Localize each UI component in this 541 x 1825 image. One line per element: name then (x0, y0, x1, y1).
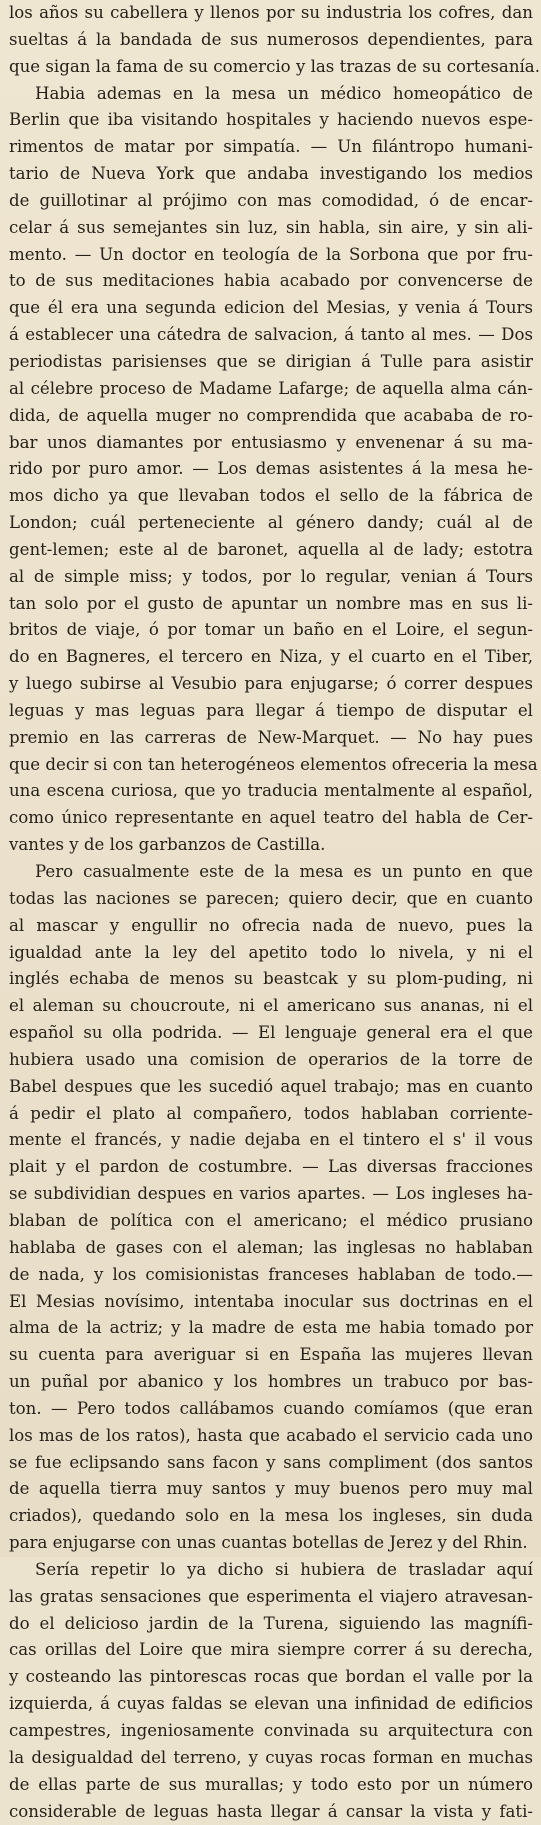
text-line: igualdad ante la ley del apetito todo lo nivela, y ni el (9, 942, 533, 962)
text-line: que él era una segunda edicion del Mesias, y venia á Tours (9, 298, 533, 318)
text-line: inglés echaba de menos su beastcak y su plom-puding, ni (9, 969, 533, 989)
text-line: como único representante en aquel teatro del habla de Cer- (9, 808, 533, 828)
text-line: de ellas parte de sus murallas; y todo esto por un número (9, 1774, 533, 1794)
text-line: que sigan la fama de su comercio y las trazas de su cortesanía. (9, 56, 540, 76)
text-line: de guillotinar al prójimo con mas comodidad, ó de encar- (9, 190, 533, 210)
text-line: el aleman su choucroute, ni el americano sus ananas, ni el (9, 996, 533, 1016)
text-line: cas orillas del Loire que mira siempre correr á su derecha, (9, 1640, 533, 1660)
text-line: periodistas parisienses que se dirigian á Tulle para asistir (9, 351, 533, 371)
text-line: blaban de política con el americano; el médico prusiano (9, 1210, 533, 1230)
text-line: El Mesias novísimo, intentaba inocular sus doctrinas en el (9, 1291, 533, 1311)
text-line: Babel despues que les sucedió aquel trabajo; mas en cuanto (9, 1076, 533, 1096)
text-line: considerable de leguas hasta llegar á cansar la vista y fati- (9, 1801, 533, 1821)
text-line: al de simple miss; y todos, por lo regular, venian á Tours (9, 566, 533, 586)
text-line: rimentos de matar por simpatía. — Un filántropo humani- (9, 137, 533, 157)
text-line: campestres, ingeniosamente convinada su arquitectura con (9, 1721, 533, 1740)
text-line: vantes y de los garbanzos de Castilla. (9, 835, 326, 855)
text-line: á pedir el plato al compañero, todos hablaban corriente- (9, 1103, 533, 1123)
text-line: y costeando las pintorescas rocas que bordan el valle por la (9, 1667, 533, 1687)
text-line: á establecer una cátedra de salvacion, á tanto al mes. — Dos (9, 325, 533, 345)
text-line: London; cuál perteneciente al género dandy; cuál al de (9, 513, 533, 533)
text-line: al mascar y engullir no ofrecia nada de nuevo, pues la (9, 915, 533, 935)
text-line: Sería repetir lo ya dicho si hubiera de trasladar aquí (35, 1559, 533, 1579)
text-line: de nada, y los comisionistas franceses hablaban de todo.— (9, 1264, 533, 1284)
text-line: español su olla podrida. — El lenguaje general era el que (9, 1023, 533, 1043)
text-line: mos dicho ya que llevaban todos el sello de la fábrica de (9, 486, 533, 506)
text-line: hablaba de gases con el aleman; las inglesas no hablaban (9, 1237, 533, 1257)
text-line: mento. — Un doctor en teología de la Sorbona que por fru- (9, 244, 533, 264)
text-line: se subdividian despues en varios apartes. — Los ingleses ha- (9, 1184, 533, 1204)
text-line: mente el francés, y nadie dejaba en el tintero el s' il vous (9, 1130, 533, 1150)
text-line: dida, de aquella muger no comprendida que acababa de ro- (9, 405, 533, 425)
text-line: al célebre proceso de Madame Lafarge; de aquella alma cán- (9, 378, 533, 398)
text-line: tario de Nueva York que andaba investigando los medios (9, 164, 533, 184)
text-line: Habia ademas en la mesa un médico homeopático de (35, 83, 533, 103)
text-line: los mas de los ratos), hasta que acabado el servicio cada uno (9, 1425, 533, 1445)
text-line: plait y el pardon de costumbre. — Las diversas fracciones (9, 1157, 533, 1177)
text-line: tan solo por el gusto de apuntar un nombre mas en sus li- (9, 593, 533, 613)
text-line: hubiera usado una comision de operarios de la torre de (9, 1049, 533, 1069)
text-line: Berlin que iba visitando hospitales y haciendo nuevos espe- (9, 110, 533, 130)
text-line: una escena curiosa, que yo traducia mentalmente al español, (9, 781, 533, 801)
text-line: todas las naciones se parecen; quiero decir, que en cuanto (9, 888, 533, 908)
text-line: alma de la actriz; y la madre de esta me habia tomado por (9, 1318, 533, 1338)
text-line: gent-lemen; este al de baronet, aquella al de lady; estotra (9, 539, 533, 559)
text-line: celar á sus semejantes sin luz, sin habla, sin aire, y sin ali- (9, 217, 533, 237)
text-line: las gratas sensaciones que esperimenta el viajero atravesan- (9, 1586, 533, 1606)
text-line: leguas y mas leguas para llegar á tiempo de disputar el (9, 700, 533, 720)
text-line: de aquella tierra muy santos y muy buenos pero muy mal (9, 1479, 533, 1499)
text-line: to de sus meditaciones habia acabado por convencerse de (9, 271, 533, 291)
text-line: la desigualdad del terreno, y cuyas rocas forman en muchas (9, 1747, 533, 1767)
text-line: premio en las carreras de New-Marquet. — No hay pues (9, 727, 533, 747)
text-line: rido por puro amor. — Los demas asistentes á la mesa he- (9, 459, 533, 479)
text-line: los años su cabellera y llenos por su industria los cofres, dan (9, 3, 533, 22)
text-line: britos de viaje, ó por tomar un baño en el Loire, el segun- (9, 620, 533, 640)
text-line: para enjugarse con unas cuantas botellas de Jerez y del Rhin. (9, 1533, 528, 1553)
text-line: que decir si con tan heterogéneos elementos ofreceria la mesa (9, 754, 538, 774)
text-line: izquierda, á cuyas faldas se elevan una infinidad de edificios (9, 1694, 533, 1714)
text-line: do en Bagneres, el tercero en Niza, y el cuarto en el Tiber, (9, 647, 533, 667)
text-line: Pero casualmente este de la mesa es un punto en que (35, 862, 533, 881)
text-line: un puñal por abanico y los hombres un trabuco por bas- (9, 1372, 533, 1392)
text-line: do el delicioso jardin de la Turena, siguiendo las magnífi- (9, 1613, 533, 1633)
text-line: ton. — Pero todos callábamos cuando comíamos (que eran (9, 1398, 533, 1418)
text-line: criados), quedando solo en la mesa los ingleses, sin duda (9, 1506, 533, 1526)
text-line: su cuenta para averiguar si en España las mujeres llevan (9, 1345, 533, 1365)
text-line: y luego subirse al Vesubio para enjugarse; ó correr despues (9, 674, 533, 694)
text-line: sueltas á la bandada de sus numerosos dependientes, para (9, 29, 533, 49)
text-line: bar unos diamantes por entusiasmo y envenenar á su ma- (9, 432, 533, 452)
text-line: se fue eclipsando sans facon y sans compliment (dos santos (9, 1452, 533, 1472)
